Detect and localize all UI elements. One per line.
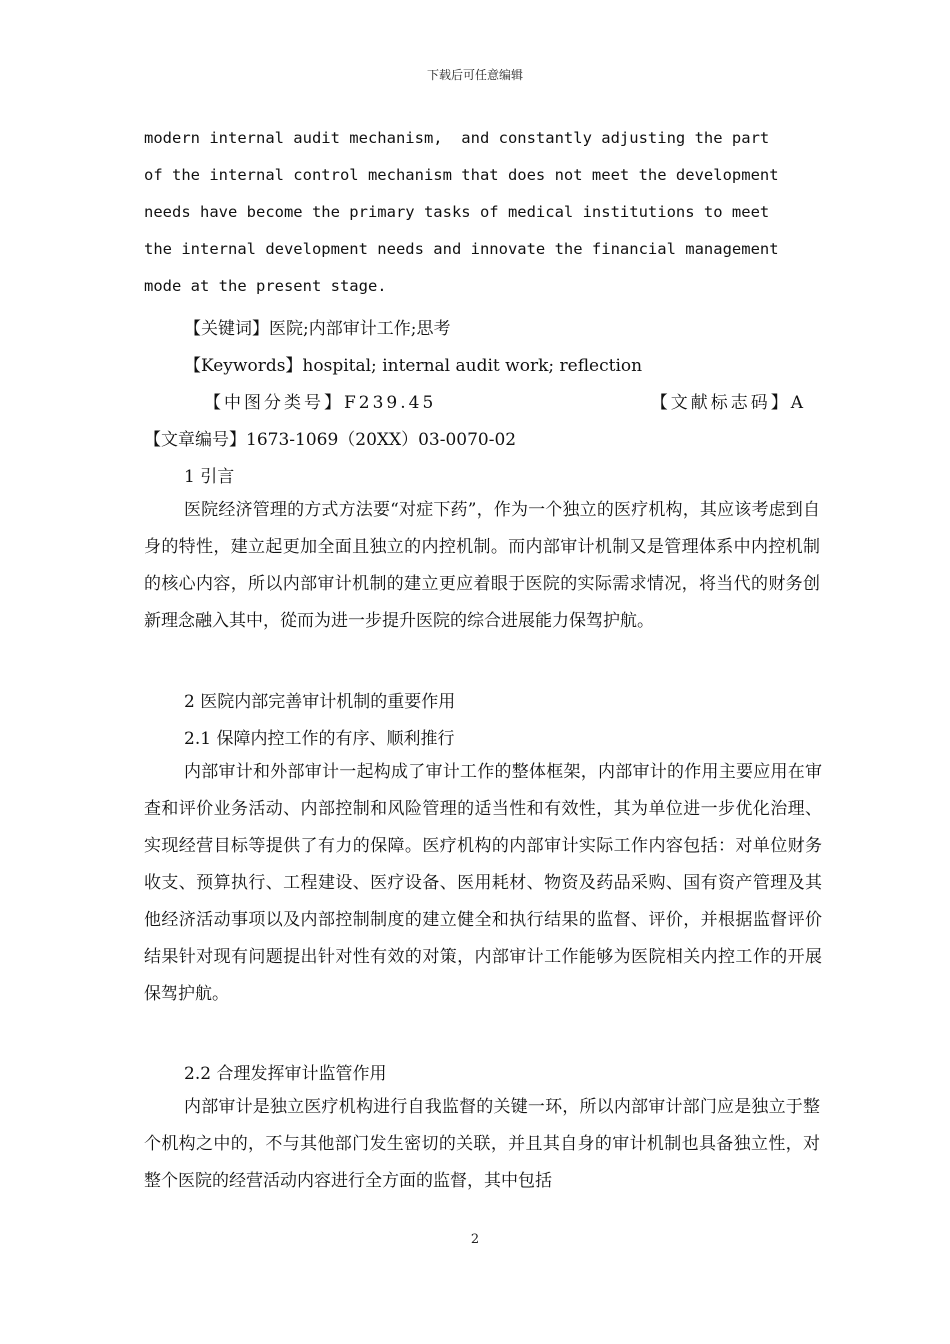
section-paragraph: 医院经济管理的方式方法要“对症下药”，作为一个独立的医疗机构，其应该考虑到自身的特性，建立起更加全面且独立的内控机制。而内部审计机制又是管理体系中内控机制的核心内容，所以内部审计机制的建立更应着眼于医院的实际需求情况，将当代的财务创新理念融入其中，從而为进一步提升医院的综合进展能力保驾护航。 bbox=[144, 500, 820, 631]
keywords-chinese: 【关键词】医院;内部审计工作;思考 bbox=[184, 319, 451, 339]
abstract-line: mode at the present stage. bbox=[144, 277, 387, 295]
subsection-heading: 2.1 保障内控工作的有序、顺利推行 bbox=[184, 729, 455, 749]
page-number: 2 bbox=[470, 1232, 480, 1247]
section-paragraph: 内部审计和外部审计一起构成了审计工作的整体框架，内部审计的作用主要应用在审查和评价业务活动、内部控制和风险管理的适当性和有效性，其为单位进一步优化治理、实现经营目标等提供了有力的保障。医疗机构的内部审计实际工作内容包括：对单位财务收支、预算执行、工程建设、医疗设备、医用耗材、物资及药品采购、国有资产管理及其他经济活动事项以及内部控制制度的建立健全和执行结果的监督、评价，并根据监督评价结果针对现有问题提出针对性有效的对策，内部审计工作能够为医院相关内控工作的开展保驾护航。 bbox=[144, 762, 822, 1004]
section-heading: 2 医院内部完善审计机制的重要作用 bbox=[184, 692, 456, 712]
document-code: 【文献标志码】A bbox=[650, 393, 806, 413]
section-paragraph: 内部审计是独立医疗机构进行自我监督的关键一环，所以内部审计部门应是独立于整个机构之中的，不与其他部门发生密切的关联，并且其自身的审计机制也具备独立性，对整个医院的经营活动内容进行全方面的监督，其中包括 bbox=[144, 1097, 820, 1191]
section-heading: 1 引言 bbox=[184, 467, 235, 487]
abstract-line: of the internal control mechanism that does not meet the development bbox=[144, 166, 779, 184]
abstract-line: modern internal audit mechanism, and constantly adjusting the part bbox=[144, 129, 770, 147]
keywords-english: 【Keywords】hospital; internal audit work; reflection bbox=[184, 356, 643, 376]
article-number: 【文章编号】1673-1069（20XX）03-0070-02 bbox=[144, 430, 517, 450]
subsection-heading: 2.2 合理发挥审计监管作用 bbox=[184, 1064, 387, 1084]
classification-number: 【中图分类号】F239.45 bbox=[204, 393, 437, 413]
page-header: 下载后可任意编辑 bbox=[426, 68, 523, 82]
abstract-line: the internal development needs and innovate the financial management bbox=[144, 240, 779, 258]
abstract-line: needs have become the primary tasks of medical institutions to meet bbox=[144, 203, 770, 221]
